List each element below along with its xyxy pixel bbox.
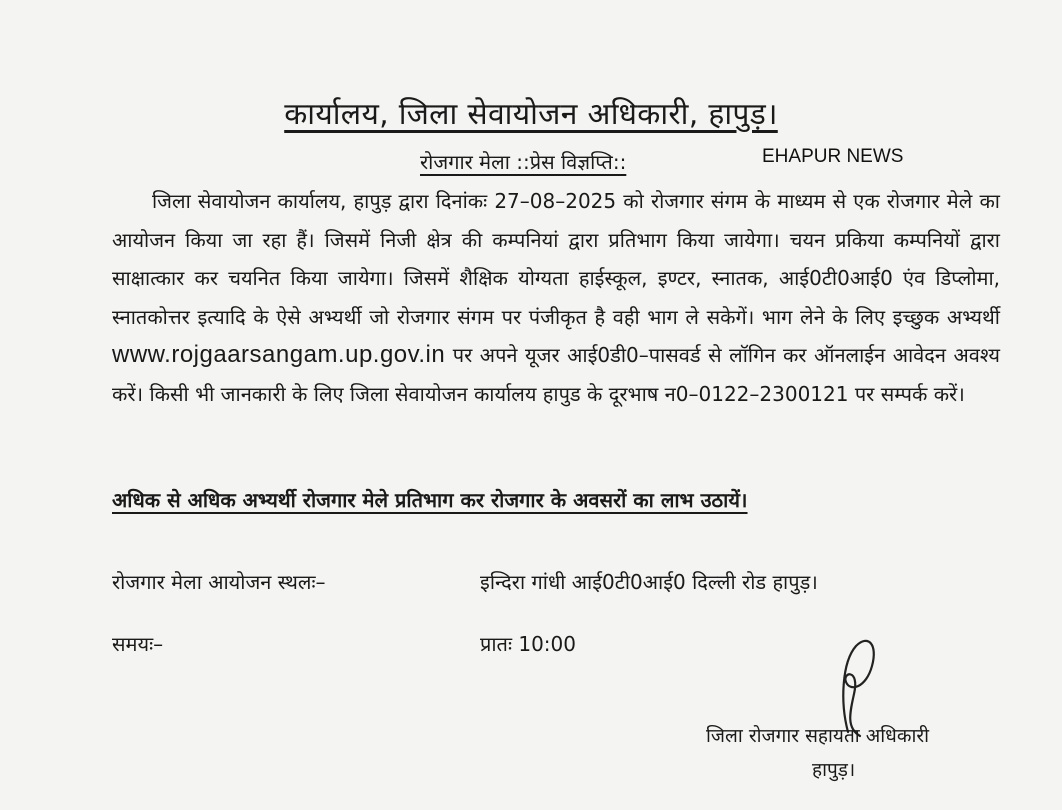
office-title-text: कार्यालय, जिला सेवायोजन अधिकारी, हापुड़।: [284, 97, 778, 132]
registration-url[interactable]: www.rojgaarsangam.up.gov.in: [112, 341, 446, 368]
venue-value: इन्दिरा गांधी आई0टी0आई0 दिल्ली रोड हापुड़।: [480, 570, 818, 594]
announcement-body: [112, 182, 1000, 413]
signatory-title: जिला रोजगार सहायता अधिकारी: [706, 725, 930, 747]
time-label: समयः–: [112, 632, 164, 656]
body-text-part-1: जिला सेवायोजन कार्यालय, हापुड़ द्वारा दिनांकः 27–08–2025 को रोजगार संगम के माध्यम से एक रोजगार मेले का आयोजन किया जा रहा हैं। जिसमें निजी क्षेत्र की कम्पनियां द्वारा प्रतिभाग किया जायेगा। चयन प्रकिया कम्पनियों द्वारा साक्षात्कार कर चयनित किया जायेगा। जिसमें शैक्षिक योग्यता हाईस्कूल, इण्टर, स्नातक, आई0टी0आई0 एंव डिप्लोमा, स्नातकोत्तर इत्यादि के ऐसे अभ्यर्थी जो रोजगार संगम पर पंजीकृत है वही भाग ले सकेगें। भाग लेने के लिए इच्छुक अभ्यर्थी: [112, 189, 1000, 329]
signatory-place: हापुड़।: [812, 759, 856, 781]
venue-label: रोजगार मेला आयोजन स्थलः–: [112, 570, 326, 594]
news-watermark: EHAPUR NEWS: [762, 146, 904, 167]
office-title: [0, 92, 1062, 133]
press-release-subtitle: रोजगार मेला ::प्रेस विज्ञप्ति::: [420, 150, 627, 174]
time-value: प्रातः 10:00: [480, 632, 576, 656]
body-text-part-2: पर अपने यूजर आई0डी0–पासवर्ड से लॉगिन कर ऑनलाईन आवेदन अवश्य करें। किसी भी जानकारी के लिए जिला सेवायोजन कार्यालय हापुड के दूरभाष न0–0122–2300121 पर सम्पर्क करें।: [112, 343, 1000, 406]
closing-appeal: अधिक से अधिक अभ्यर्थी रोजगार मेले प्रतिभाग कर रोजगार के अवसरों का लाभ उठायें।: [112, 488, 748, 512]
